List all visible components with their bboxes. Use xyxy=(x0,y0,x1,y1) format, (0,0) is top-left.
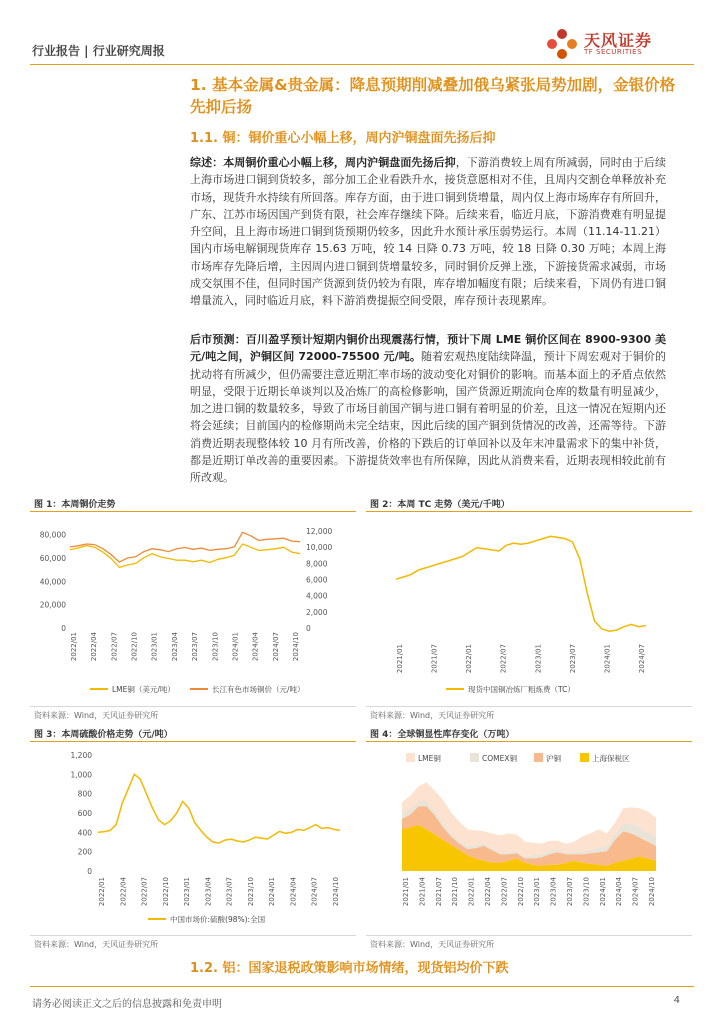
subsection-title-aluminum: 1.2. 铝：国家退税政策影响市场情绪，现货铝均价下跌 xyxy=(190,961,509,976)
fig1-yleft-tick: 80,000 xyxy=(39,530,66,540)
report-type: 行业报告 | 行业研究周报 xyxy=(32,44,165,58)
fig1-title-rule xyxy=(30,511,356,512)
fig3-x-tick: 2024/01 xyxy=(268,877,277,907)
fig4-x-tick: 2024/01 xyxy=(598,877,607,907)
fig3-chart xyxy=(30,743,360,933)
fig1-x-tick: 2023/07 xyxy=(191,632,200,662)
fig1-x-tick: 2023/04 xyxy=(170,632,179,662)
fig4-x-tick: 2021/01 xyxy=(402,877,410,907)
summary-text: ，下游消费较上周有所减弱，同时由于后续上海市场进口铜到货较多，部分加工企业看跌升水，接货意愿相对不佳，且周内交割仓单释放补充市场，现货升水持续有所回落。库存方面，由于进口铜到货增量，周内仅上海市场库存有所回升，广东、江苏市场因国产到货有限，社会库存继续下降。后续来看，临近月底，下游消费难有明显提升空间，且上海市场进口铜到货预期仍较多，因此升水预计承压弱势运行。本周（11.14-11.21）国内市场电解铜现货库存 15.63 万吨，较 14 日降 0.73 万吨，较 18 日降 0.30 万吨；本周上海市场库存先降后增，主因周内进口铜到货增量较多，同时铜价反弹上涨，下游接货需求减弱，市场成交氛围不佳，但同时国产货源到货仍较为有限，库存增加幅度有限；后续来看，下周仍有进口铜增量流入，同时临近月底，料下游消费提振空间受限，库存预计表现累库。 xyxy=(190,156,667,308)
fig2-x-tick: 2021/01 xyxy=(396,644,404,674)
fig3-y-tick: 0 xyxy=(87,867,92,876)
fig1-x-tick: 2022/07 xyxy=(110,632,119,662)
fig4-x-tick: 2021/04 xyxy=(418,877,427,907)
fig3-y-tick: 1,000 xyxy=(70,770,92,780)
fig2-source-rule xyxy=(366,706,692,707)
fig1-x-tick: 2024/10 xyxy=(292,632,300,662)
fig1-yleft-tick: 20,000 xyxy=(39,600,66,610)
fig3-x-tick: 2022/04 xyxy=(119,877,128,907)
fig3-y-tick: 600 xyxy=(77,809,92,818)
fig1-legend-label-changjiang: 长江有色市场铜价（元/吨） xyxy=(212,685,305,694)
fig1-x-tick: 2023/10 xyxy=(211,632,220,662)
fig4-x-tick: 2022/01 xyxy=(467,877,476,907)
fig3-x-tick: 2024/10 xyxy=(332,877,340,907)
subsection-title-copper: 1.1. 铜：铜价重心小幅上移，周内沪铜盘面先扬后抑 xyxy=(190,131,496,146)
fig4-title-rule xyxy=(366,741,692,742)
fig4-legend-label: 上海保税区 xyxy=(592,754,630,763)
fig1-source-rule xyxy=(30,706,356,707)
fig1-yright-tick: 8,000 xyxy=(306,559,328,569)
fig2-x-tick: 2024/07 xyxy=(638,644,646,674)
fig4-x-tick: 2023/10 xyxy=(582,877,591,907)
fig1-yright-tick: 6,000 xyxy=(306,575,328,585)
fig2-chart xyxy=(366,513,696,703)
fig1-yright-tick: 2,000 xyxy=(306,607,328,617)
fig2-x-tick: 2021/07 xyxy=(430,644,439,674)
footer-divider xyxy=(30,986,694,987)
fig3-legend-label: 中国市场价:硫酸(98%):全国 xyxy=(170,915,266,924)
fig1-yleft-tick: 60,000 xyxy=(39,554,66,563)
fig3-y-tick: 200 xyxy=(77,847,92,857)
page-number: 4 xyxy=(673,995,680,1006)
logo-text-en: TF SECURITIES xyxy=(584,48,643,56)
company-logo xyxy=(544,26,694,62)
disclaimer-note: 请务必阅读正文之后的信息披露和免责申明 xyxy=(32,999,222,1010)
fig3-y-tick: 800 xyxy=(77,789,92,799)
fig1-series-changjiang xyxy=(70,532,300,562)
fig2-x-tick: 2024/01 xyxy=(603,644,612,674)
fig2-title: 图 2：本周 TC 走势（美元/千吨） xyxy=(370,500,510,510)
fig2-source: 资料来源：Wind，天风证券研究所 xyxy=(370,711,495,720)
fig2-x-tick: 2022/07 xyxy=(499,644,508,674)
fig4-source: 资料来源：Wind，天风证券研究所 xyxy=(370,940,495,949)
fig2-series-tc xyxy=(396,536,646,631)
summary-paragraph xyxy=(190,154,666,310)
fig1-yright-tick: 4,000 xyxy=(306,591,328,601)
fig3-x-tick: 2023/10 xyxy=(246,877,255,907)
fig4-chart xyxy=(366,743,696,933)
fig1-x-tick: 2022/01 xyxy=(70,632,78,662)
fig4-legend-label: COMEX铜 xyxy=(482,754,517,763)
fig4-legend-swatch xyxy=(534,753,543,762)
fig4-x-tick: 2023/04 xyxy=(549,877,558,907)
forecast-paragraph xyxy=(190,331,666,487)
fig3-x-tick: 2022/10 xyxy=(161,877,170,907)
fig1-yleft-tick: 40,000 xyxy=(39,577,66,587)
fig1-title: 图 1：本周铜价走势 xyxy=(34,500,116,510)
fig4-x-tick: 2024/04 xyxy=(615,877,624,907)
fig2-x-tick: 2023/07 xyxy=(568,644,577,674)
fig3-x-tick: 2024/07 xyxy=(310,877,319,907)
fig2-title-rule xyxy=(366,511,692,512)
fig1-legend-label-lme: LME铜（美元/吨） xyxy=(112,685,175,694)
fig1-yright-tick: 12,000 xyxy=(306,527,333,537)
fig3-title: 图 3：本周硫酸价格走势（元/吨） xyxy=(34,730,173,740)
fig3-x-tick: 2022/01 xyxy=(98,877,106,907)
fig3-x-tick: 2023/01 xyxy=(183,877,192,907)
fig1-x-tick: 2024/07 xyxy=(271,632,280,662)
fig4-x-tick: 2022/04 xyxy=(484,877,492,907)
fig4-x-tick: 2021/10 xyxy=(451,877,460,907)
fig1-yleft-tick: 0 xyxy=(61,624,66,633)
fig2-x-tick: 2022/01 xyxy=(465,644,474,674)
fig1-x-tick: 2022/04 xyxy=(90,632,99,662)
fig1-x-tick: 2022/10 xyxy=(130,632,139,662)
fig4-legend-label: LME铜 xyxy=(418,754,441,763)
fig4-source-rule xyxy=(366,935,692,936)
fig4-legend-label: 沪铜 xyxy=(546,754,561,763)
fig1-yright-tick: 10,000 xyxy=(306,543,333,553)
summary-label: 综述：本周铜价重心小幅上移，周内沪铜盘面先扬后抑 xyxy=(190,156,456,169)
fig4-x-tick: 2022/07 xyxy=(500,877,509,907)
fig2-x-tick: 2023/01 xyxy=(534,644,543,674)
fig3-y-tick: 400 xyxy=(77,828,92,838)
fig3-y-tick: 1,200 xyxy=(70,751,92,760)
fig1-x-tick: 2023/01 xyxy=(150,632,159,662)
fig3-x-tick: 2023/04 xyxy=(204,877,213,907)
fig4-title: 图 4：全球铜显性库存变化（万吨） xyxy=(370,730,515,740)
fig3-x-tick: 2024/04 xyxy=(289,877,298,907)
fig3-x-tick: 2023/07 xyxy=(225,877,234,907)
logo-text-cn: 天风证券 xyxy=(584,31,653,50)
fig4-legend-swatch xyxy=(580,753,589,762)
fig1-x-tick: 2024/04 xyxy=(251,632,260,662)
fig4-legend-swatch xyxy=(406,753,415,762)
fig2-legend-label: 现货中国铜冶炼厂粗炼费（TC） xyxy=(468,685,575,694)
fig1-chart xyxy=(30,513,360,703)
fig3-source: 资料来源：Wind，天风证券研究所 xyxy=(34,940,159,949)
fig4-x-tick: 2024/10 xyxy=(648,877,656,907)
forecast-text: 随着宏观热度陆续降温，预计下周宏观对于铜价的扰动将有所减少，但仍需要注意近期汇率市场的波动变化对铜价的影响。而基本面上的矛盾点依然明显，受限于近期长单谈判以及冶炼厂的高检修影响，国产货源近期流向仓库的数量有明显减少，加之进口铜的数量较多，导致了市场目前国产铜与进口铜有着明显的价差，且这一情况在短期内还将会延续；目前国内的检修期尚未完全结束，因此后续的国产铜到货情况的改善，还需等待。下游消费近期表现整体较 10 月有所改善，价格的下跌后的订单回补以及年末冲量需求下的集中补货，都是近期订单改善的重要因素。下游提货效率也有所保障，因此从消费来看，近期表现相较此前有所改观。 xyxy=(190,350,666,485)
forecast-label: 后市预测：百川盈孚预计短期内铜价出现震荡行情，预计下周 LME 铜价区间在 8900-9300 美元/吨之间，沪铜区间 72000-75500 元/吨。 xyxy=(190,333,666,364)
fig4-x-tick: 2023/07 xyxy=(566,877,574,907)
fig4-legend-swatch xyxy=(470,753,479,762)
fig1-yright-tick: 0 xyxy=(306,624,311,633)
fig4-x-tick: 2023/01 xyxy=(533,877,542,907)
fig4-x-tick: 2022/10 xyxy=(516,877,525,907)
fig1-source: 资料来源：Wind，天风证券研究所 xyxy=(34,711,159,720)
fig1-x-tick: 2024/01 xyxy=(231,632,240,662)
logo-icon xyxy=(544,26,580,62)
fig3-x-tick: 2022/07 xyxy=(140,877,149,907)
fig4-x-tick: 2024/07 xyxy=(631,877,640,907)
header-divider xyxy=(30,64,694,65)
fig4-x-tick: 2021/07 xyxy=(434,877,443,907)
fig3-series-sulfuric xyxy=(98,774,340,843)
fig3-title-rule xyxy=(30,741,356,742)
fig3-source-rule xyxy=(30,935,356,936)
section-title: 1. 基本金属&贵金属：降息预期削减叠加俄乌紧张局势加剧，金银价格先抑后扬 xyxy=(190,76,676,116)
